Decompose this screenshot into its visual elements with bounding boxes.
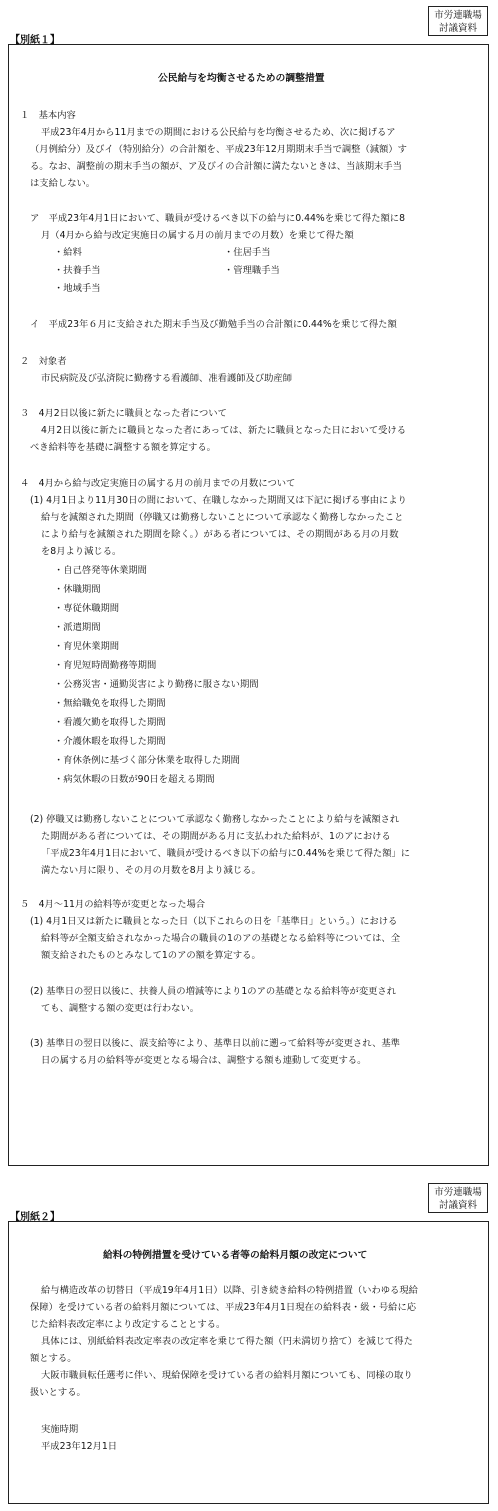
stamp-line-2: 討議資料 <box>438 1200 477 1211</box>
paragraph-line: （月例給分）及びイ（特別給分）の合計額を、平成23年12月期期末手当で調整（減額）す <box>30 144 407 155</box>
allowance-item: ・管理職手当 <box>224 265 280 276</box>
implementation-heading: 実施時期 <box>41 1424 79 1435</box>
paragraph-line: 「平成23年4月1日において、職員が受けるべき以下の給与に0.44%を乗じて得た額」に <box>41 848 411 859</box>
period-item: ・育児短時間勤務等期間 <box>54 660 157 671</box>
stamp-line-1: 市労連職場 <box>434 10 482 21</box>
implementation-date: 平成23年12月1日 <box>41 1441 118 1452</box>
period-item: ・無給職免を取得した期間 <box>54 698 166 709</box>
paragraph-line: (2) 停職又は勤務しないことについて承認なく勤務しなかったことにより給与を減額され <box>30 814 400 825</box>
paragraph-line: じた給料表改定率により改定することとする。 <box>30 1319 226 1330</box>
section-4-heading: ４ 4月から給与改定実施日の属する月の前月までの月数について <box>20 478 296 489</box>
period-item: ・育児休業期間 <box>54 641 120 652</box>
paragraph-line: 大阪市職員転任選考に伴い、現給保障を受けている者の給料月額についても、同様の取り <box>41 1370 413 1381</box>
period-item: ・専従休職期間 <box>54 603 120 614</box>
attachment-label: 【別紙２】 <box>10 1212 60 1223</box>
period-item: ・公務災害・通勤災害により勤務に服さない期間 <box>54 679 259 690</box>
item-i-line: イ 平成23年６月に支給された期末手当及び勤勉手当の合計額に0.44%を乗じて得た額 <box>30 319 397 330</box>
stamp-line-1: 市労連職場 <box>434 1187 482 1198</box>
paragraph-line: (1) 4月1日より11月30日の間において、在職しなかった期間又は下記に掲げる事由により <box>30 495 407 506</box>
paragraph-line: ても、調整する額の変更は行わない。 <box>41 1003 200 1014</box>
item-a-line: ア 平成23年4月1日において、職員が受けるべき以下の給与に0.44%を乗じて得た額に8 <box>30 213 406 224</box>
paragraph-line: は支給しない。 <box>30 178 96 189</box>
attachment-1-title: 公民給与を均衡させるための調整措置 <box>158 73 325 84</box>
attachment-label: 【別紙１】 <box>10 35 60 46</box>
section-5-heading: ５ 4月～11月の給料等が変更となった場合 <box>20 899 206 910</box>
paragraph-line: 額とする。 <box>30 1353 77 1364</box>
period-item: ・休職期間 <box>54 584 101 595</box>
paragraph-line: 扱いとする。 <box>30 1387 86 1398</box>
paragraph-line: 給与を減額された期間（停職又は勤務しないことについて承認なく勤務しなかったこと <box>41 512 404 523</box>
discussion-material-stamp <box>428 6 488 36</box>
item-a-line: 月（4月から給与改定実施日の属する月の前月までの月数）を乗じて得た額 <box>41 230 354 241</box>
allowance-item: ・給料 <box>54 247 82 258</box>
paragraph-line: る。なお、調整前の期末手当の額が、ア及びイの合計額に満たないときは、当該期末手当 <box>30 161 402 172</box>
stamp-line-2: 討議資料 <box>438 23 477 34</box>
period-item: ・派遣期間 <box>54 622 101 633</box>
paragraph-line: 給与構造改革の切替日（平成19年4月1日）以降、引き続き給料の特例措置（いわゆる現給 <box>41 1285 418 1296</box>
paragraph-line: 市民病院及び弘済院に勤務する看護師、准看護師及び助産師 <box>41 373 293 384</box>
attachment-2-title: 給料の特例措置を受けている者等の給料月額の改定について <box>103 1250 368 1261</box>
allowance-item: ・住居手当 <box>224 247 271 258</box>
attachment-2-frame <box>8 1221 489 1504</box>
allowance-item: ・地域手当 <box>54 283 101 294</box>
paragraph-line: 日の属する月の給料等が変更となる場合は、調整する額も連動して変更する。 <box>41 1055 367 1066</box>
paragraph-line: 具体には、別紙給料表改定率表の改定率を乗じて得た額（円未満切り捨て）を減じて得た <box>41 1336 413 1347</box>
paragraph-line: た期間がある者については、その期間がある月に支払われた給料が、1のアにおける <box>41 831 391 842</box>
paragraph-line: 満たない月に限り、その月の月数を8月より減じる。 <box>41 865 261 876</box>
paragraph-line: を8月より減じる。 <box>41 546 122 557</box>
paragraph-line: 平成23年4月から11月までの期間における公民給与を均衡させるため、次に掲げるア <box>41 127 396 138</box>
period-item: ・介護休暇を取得した期間 <box>54 736 166 747</box>
paragraph-line: 給料等が全額支給されなかった場合の職員の1のアの基礎となる給料等については、全 <box>41 933 401 944</box>
period-item: ・育休条例に基づく部分休業を取得した期間 <box>54 755 240 766</box>
period-item: ・病気休暇の日数が90日を超える期間 <box>54 774 215 785</box>
section-1-heading: １ 基本内容 <box>20 110 76 121</box>
paragraph-line: べき給料等を基礎に調整する額を算定する。 <box>30 442 216 453</box>
allowance-item: ・扶養手当 <box>54 265 101 276</box>
discussion-material-stamp <box>428 1183 488 1213</box>
paragraph-line: (1) 4月1日又は新たに職員となった日（以下これらの日を「基準日」という。）における <box>30 916 398 927</box>
period-item: ・自己啓発等休業期間 <box>54 565 147 576</box>
period-item: ・看護欠勤を取得した期間 <box>54 717 166 728</box>
section-3-heading: ３ 4月2日以後に新たに職員となった者について <box>20 408 227 419</box>
paragraph-line: 額支給されたものとみなして1のアの額を算定する。 <box>41 950 261 961</box>
section-2-heading: ２ 対象者 <box>20 356 67 367</box>
paragraph-line: 4月2日以後に新たに職員となった者にあっては、新たに職員となった日において受ける <box>41 425 407 436</box>
paragraph-line: により給与を減額された期間を除く。）がある者については、その期間がある月の月数 <box>41 529 399 540</box>
paragraph-line: (3) 基準日の翌日以後に、誤支給等により、基準日以前に遡って給料等が変更され、基準 <box>30 1038 400 1049</box>
paragraph-line: 保障）を受けている者の給料月額については、平成23年4月1日現在の給料表・級・号給に応 <box>30 1302 417 1313</box>
paragraph-line: (2) 基準日の翌日以後に、扶養人員の増減等により1のアの基礎となる給料等が変更され <box>30 986 397 997</box>
